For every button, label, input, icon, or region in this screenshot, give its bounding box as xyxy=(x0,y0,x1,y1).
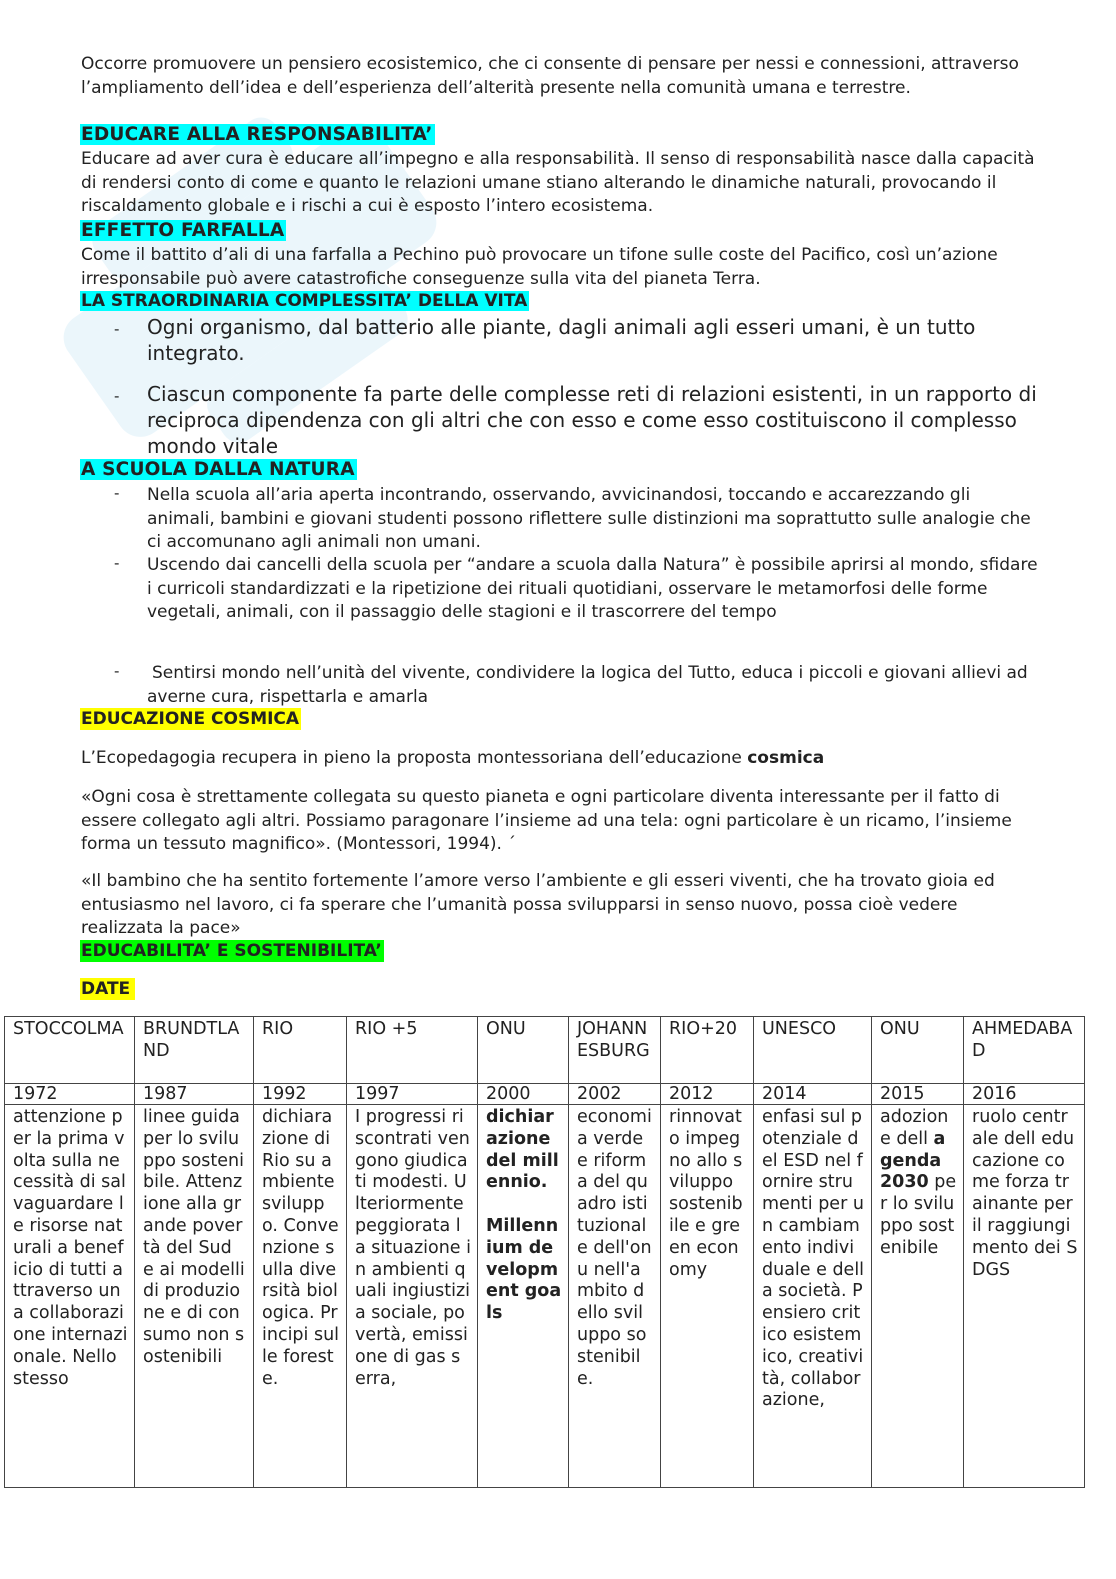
table-cell: 2002 xyxy=(569,1084,661,1105)
table-cell: RIO +5 xyxy=(347,1017,478,1084)
list-item-text: Ogni organismo, dal batterio alle piante, dagli animali agli esseri umani, è un tutto integrato. xyxy=(147,315,976,365)
table-cell: 2014 xyxy=(754,1084,872,1105)
farfalla-paragraph: Come il battito d’ali di una farfalla a Pechino può provocare un tifone sulle coste del Pacifico, così un’azione irresponsabile può avere catastrofiche conseguenze sulla vita del pianeta Terra. xyxy=(81,245,998,289)
table-cell: ONU xyxy=(478,1017,569,1084)
table-cell: ONU xyxy=(872,1017,964,1084)
table-row-descriptions xyxy=(5,1105,1085,1488)
table-cell: JOHANNESBURG xyxy=(569,1017,661,1084)
table-cell: UNESCO xyxy=(754,1017,872,1084)
table-cell: BRUNDTLAND xyxy=(135,1017,254,1084)
heading-responsabilita: EDUCARE ALLA RESPONSABILITA’ xyxy=(81,124,433,145)
cosmica-paragraph-1: L’Ecopedagogia recupera in pieno la proposta montessoriana dell’educazione cosmica xyxy=(81,748,825,768)
table-cell: 2016 xyxy=(964,1084,1085,1105)
table-row-years xyxy=(5,1084,1085,1105)
heading-a-scuola-dalla-natura: A SCUOLA DALLA NATURA xyxy=(81,459,355,480)
list-item: - Ciascun componente fa parte delle complesse reti di relazioni esistenti, in un rapporto di reciproca dipendenza con gli altri che con esso e come esso costituiscono il complesso mondo vitale xyxy=(81,381,1041,461)
table-cell: linee guida per lo sviluppo sostenibile. Attenzione alla grande povertà del Sud e ai modelli di produzione e di consumo non sostenibili xyxy=(135,1105,254,1488)
table-cell: 2012 xyxy=(661,1084,754,1105)
table-cell: 2000 xyxy=(478,1084,569,1105)
list-item-text: Uscendo dai cancelli della scuola per “andare a scuola dalla Natura” è possibile aprirsi al mondo, sfidare i curricoli standardizzati e la ripetizione dei rituali quotidiani, osservare le metamorfosi delle forme vegetali, animali, con il passaggio delle stagioni e il trascorrere del tempo xyxy=(147,555,1038,622)
table-cell: dichiarazione di Rio su ambiente sviluppo. Convenzione sulla diversità biologica. Principi sulle foreste. xyxy=(254,1105,347,1488)
table-cell: 1997 xyxy=(347,1084,478,1105)
table-cell xyxy=(478,1105,569,1488)
table-cell: adozione dell agenda 2030 per lo sviluppo sostenibile xyxy=(872,1105,964,1488)
dates-table xyxy=(4,1016,1085,1488)
document-page: Occorre promuovere un pensiero ecosistemico, che ci consente di pensare per nessi e connessioni, attraverso l’ampliamento dell’idea e dell’esperienza dell’alterità presente nella comunità umana e terrestre. EDUCARE ALLA RESPONSABILITA’ Educare ad aver cura è educare all’impegno e alla responsabilità. Il senso di responsabilità nasce dalla capacità di rendersi conto di come e quanto le relazioni umane stiano alterando le dinamiche naturali, provocando il riscaldamento globale e i rischi a cui è esposto l’intero ecosistema. EFFETTO FARFALLA Come il battito d’ali di una farfalla a Pechino può provocare un tifone sulle coste del Pacifico, così un’azione irresponsabile può avere catastrofiche conseguenze sulla vita del pianeta Terra. LA STRAORDINARIA COMPLESSITA’ DELLA VITA - Ogni organismo, dal batterio alle piante, dagli animali agli esseri umani, è un tutto integrato. - Ciascun componente fa parte delle complesse reti di relazioni esistenti, in un rapporto di reciproca dipendenza con gli altri che con esso e come esso costituiscono il complesso mondo vitale A SCUOLA DALLA NATURA - Nella scuola all’aria aperta incontrando, osservando, avvicinandosi, toccando e accarezzando gli animali, bambini e giovani studenti possono riflettere sulle distinzioni ma soprattutto sulle analogie che ci accomunano agli animali non umani. - Uscendo dai cancelli della scuola per “andare a scuola dalla Natura” è possibile aprirsi al mondo, sfidare i curricoli standardizzati e la ripetizione dei rituali quotidiani, osservare le metamorfosi delle forme vegetali, animali, con il passaggio delle stagioni e il trascorrere del tempo - Sentirsi mondo nell’unità del vivente, condividere la logica del Tutto, educa i piccoli e giovani allievi ad averne cura, rispettarla e amarla EDUCAZIONE COSMICA L’Ecopedagogia recupera in pieno la proposta montessoriana dell’educazione cosmica «Ogni cosa è strettamente collegata su questo pianeta e ogni particolare diventa interessante per il fatto di essere collegato agli altri. Possiamo paragonare l’insieme ad una tela: ogni particolare è un ricamo, l’insieme forma un tessuto magnifico». (Montessori, 1994). ´ «Il bambino che ha sentito fortemente l’amore verso l’ambiente e gli esseri viventi, che ha trovato gioia ed entusiasmo nel lavoro, ci fa sperare che l’umanità possa svilupparsi in senso nuovo, possa cioè vedere realizzata la pace» EDUCABILITA’ E SOSTENIBILITA’ DATE STOCCOLMA BRUNDTLAND RIO RIO +5 ONU JOHANNESBURG RIO+20 UNESCO ONU AHMEDABAD 1972 1987 1992 1997 2000 2002 2012 2014 2015 2016 attenzione per la prima volta sulla necessità di salvaguardare le risorse naturali a beneficio di tutti attraverso una collaborazione internazionale. Nello stesso linee guida per lo sviluppo sostenibile. Attenzione alla grande povertà del Sud e ai modelli di produzione e di consumo non sostenibili dichiarazione di Rio su ambiente sviluppo. Convenzione sulla diversità biologica. Principi sulle foreste. I progressi riscontrati vengono giudicati modesti. Ulteriormente peggiorata la situazione in ambienti quali ingiustizia sociale, povertà, emissione di gas serra, dichiarazione del millennio. Millennium development goals economia verde e riforma del quadro istituzionale dell'onu nell'ambito dello sviluppo sostenibile. rinnovato impegno allo sviluppo sostenibile e green economy enfasi sul potenziale del ESD nel fornire strumenti per un cambiamento individuale e della società. Pensiero critico esistemico, creatività, collaborazione, adozione dell agenda 2030 per lo sviluppo sostenibile ruolo centrale dell educazione come forza trainante per il raggiungimento dei SDGS xyxy=(0,0,1116,1579)
table-cell: ruolo centrale dell educazione come forza trainante per il raggiungimento dei SDGS xyxy=(964,1105,1085,1488)
table-cell: enfasi sul potenziale del ESD nel fornire strumenti per un cambiamento individuale e della società. Pensiero critico esistemico, creatività, collaborazione, xyxy=(754,1105,872,1488)
table-cell: AHMEDABAD xyxy=(964,1017,1085,1084)
cell-bold-text: dichiarazione del millennio. xyxy=(486,1107,559,1193)
list-item-text: Nella scuola all’aria aperta incontrando, osservando, avvicinandosi, toccando e accarezzando gli animali, bambini e giovani studenti possono riflettere sulle distinzioni ma soprattutto sulle analogie che ci accomunano agli animali non umani. xyxy=(147,485,1031,552)
heading-educazione-cosmica: EDUCAZIONE COSMICA xyxy=(81,709,300,729)
table-row-names xyxy=(5,1017,1085,1084)
table-cell: I progressi riscontrati vengono giudicati modesti. Ulteriormente peggiorata la situazione in ambienti quali ingiustizia sociale, povertà, emissione di gas serra, xyxy=(347,1105,478,1488)
heading-effetto-farfalla: EFFETTO FARFALLA xyxy=(81,220,285,241)
table-cell: rinnovato impegno allo sviluppo sostenibile e green economy xyxy=(661,1105,754,1488)
heading-date: DATE xyxy=(80,979,135,1000)
intro-paragraph: Occorre promuovere un pensiero ecosistemico, che ci consente di pensare per nessi e connessioni, attraverso l’ampliamento dell’idea e dell’esperienza dell’alterità presente nella comunità umana e terrestre. xyxy=(81,54,1019,98)
table-cell: 2015 xyxy=(872,1084,964,1105)
list-item-text: Ciascun componente fa parte delle complesse reti di relazioni esistenti, in un rapporto di reciproca dipendenza con gli altri che con esso e come esso costituiscono il complesso mondo vitale xyxy=(147,382,1037,458)
table-cell: RIO+20 xyxy=(661,1017,754,1084)
montessori-quote-2: «Il bambino che ha sentito fortemente l’amore verso l’ambiente e gli esseri viventi, che ha trovato gioia ed entusiasmo nel lavoro, ci fa sperare che l’umanità possa svilupparsi in senso nuovo, possa cioè vedere realizzata la pace» xyxy=(81,871,995,938)
table-cell: RIO xyxy=(254,1017,347,1084)
table-cell: economia verde e riforma del quadro istituzionale dell'onu nell'ambito dello sviluppo sostenibile. xyxy=(569,1105,661,1488)
heading-complessita: LA STRAORDINARIA COMPLESSITA’ DELLA VITA xyxy=(81,291,528,311)
table-cell: 1972 xyxy=(5,1084,135,1105)
montessori-quote-1: «Ogni cosa è strettamente collegata su questo pianeta e ogni particolare diventa interessante per il fatto di essere collegato agli altri. Possiamo paragonare l’insieme ad una tela: ogni particolare è un ricamo, l’insieme forma un tessuto magnifico». (Montessori, 1994). ´ xyxy=(81,787,1012,854)
table-cell: 1992 xyxy=(254,1084,347,1105)
table-cell: 1987 xyxy=(135,1084,254,1105)
cell-bold-text: Millennium development goals xyxy=(486,1215,562,1324)
list-item: - Ogni organismo, dal batterio alle piante, dagli animali agli esseri umani, è un tutto integrato. xyxy=(81,314,1041,368)
list-item-text: Sentirsi mondo nell’unità del vivente, condividere la logica del Tutto, educa i piccoli e giovani allievi ad averne cura, rispettarla e amarla xyxy=(147,663,1028,707)
table-cell: attenzione per la prima volta sulla necessità di salvaguardare le risorse naturali a beneficio di tutti attraverso una collaborazione internazionale. Nello stesso xyxy=(5,1105,135,1488)
heading-educabilita-sostenibilita: EDUCABILITA’ E SOSTENIBILITA’ xyxy=(81,941,382,961)
responsabilita-paragraph: Educare ad aver cura è educare all’impegno e alla responsabilità. Il senso di responsabilità nasce dalla capacità di rendersi conto di come e quanto le relazioni umane stiano alterando le dinamiche naturali, provocando il riscaldamento globale e i rischi a cui è esposto l’intero ecosistema. xyxy=(81,149,1035,216)
table-cell: STOCCOLMA xyxy=(5,1017,135,1084)
